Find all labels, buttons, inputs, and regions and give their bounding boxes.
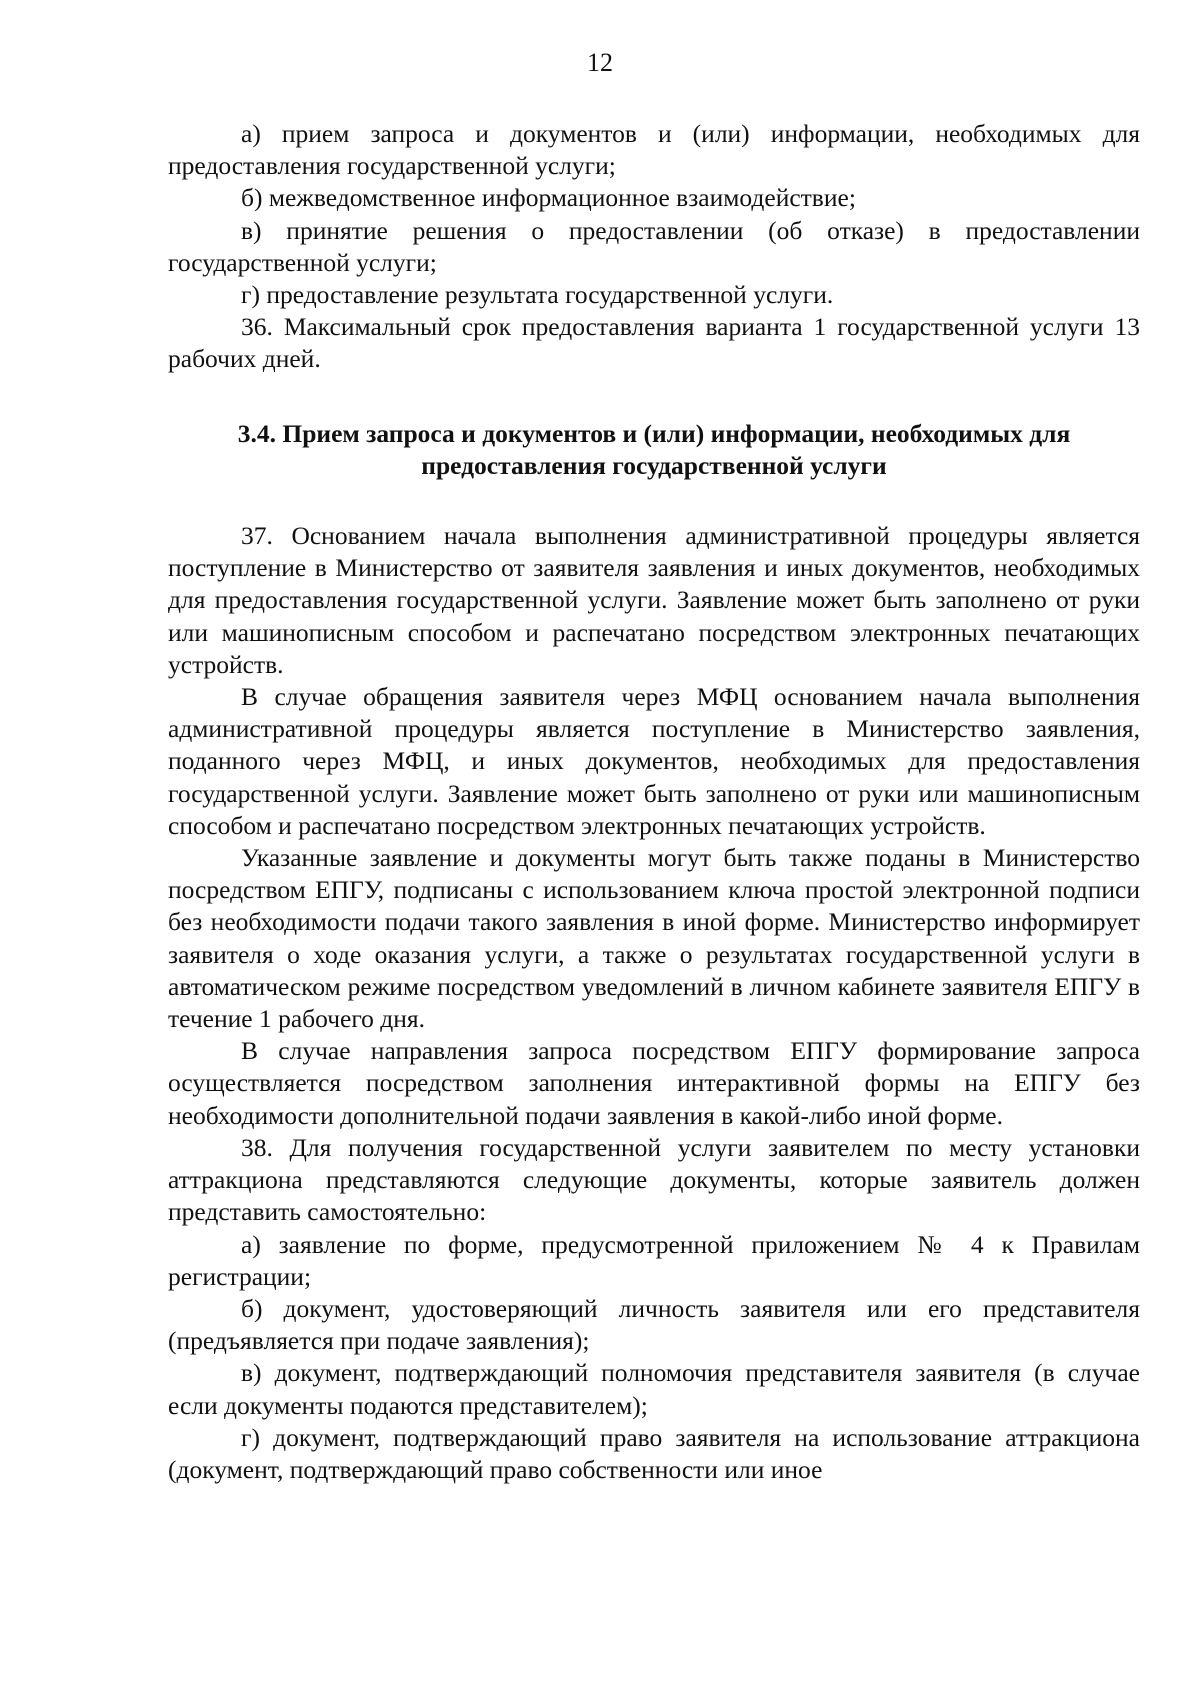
list-item-b: б) межведомственное информационное взаимодействие; — [241, 183, 856, 213]
list-item-g: г) предоставление результата государственной услуги. — [241, 280, 834, 310]
section-heading-line-2: предоставления государственной услуги — [421, 450, 887, 480]
list-item-38-a: а) заявление по форме, предусмотренной приложением № 4 к Правилам регистрации; — [168, 1229, 1140, 1291]
section-heading-line-1: 3.4. Прием запроса и документов и (или) информации, необходимых для — [237, 418, 1071, 448]
paragraph-36: 36. Максимальный срок предоставления варианта 1 государственной услуги 13 рабочих дней. — [168, 312, 1140, 374]
paragraph-37: 37. Основанием начала выполнения административной процедуры является поступление в Министерство от заявителя заявления и иных документов, необходимых для предоставления государственной услуги. Заявление может быть заполнено от руки или машинописным способом и распечатано посредством электронных печатающих устройств. — [168, 521, 1140, 679]
list-item-38-v: в) документ, подтверждающий полномочия представителя заявителя (в случае если документы подаются представителем); — [168, 1358, 1140, 1420]
page-number: 12 — [587, 48, 613, 77]
document-body — [168, 118, 1140, 1486]
paragraph-epgu-request: В случае направления запроса посредством ЕПГУ формирование запроса осуществляется посредством заполнения интерактивной формы на ЕПГУ без необходимости дополнительной подачи заявления в какой-либо иной форме. — [168, 1036, 1140, 1130]
section-heading — [168, 418, 1140, 482]
list-item-38-b: б) документ, удостоверяющий личность заявителя или его представителя (предъявляется при подаче заявления); — [168, 1293, 1140, 1356]
paragraph-mfc: В случае обращения заявителя через МФЦ основанием начала выполнения административной процедуры является поступление в Министерство заявления, поданного через МФЦ, и иных документов, необходимых для предоставления государственной услуги. Заявление может быть заполнено от руки или машинописным способом и распечатано посредством электронных печатающих устройств. — [168, 682, 1140, 840]
list-item-38-g: г) документ, подтверждающий право заявителя на использование аттракциона (документ, подтверждающий право собственности или иное — [168, 1422, 1140, 1484]
paragraph-38: 38. Для получения государственной услуги заявителем по месту установки аттракциона представляются следующие документы, которые заявитель должен представить самостоятельно: — [168, 1132, 1140, 1227]
paragraph-epgu: Указанные заявление и документы могут быть также поданы в Министерство посредством ЕПГУ, подписаны с использованием ключа простой электронной подписи без необходимости подачи такого заявления в иной форме. Министерство информирует заявителя о ходе оказания услуги, а также о результатах государственной услуги в автоматическом режиме посредством уведомлений в личном кабинете заявителя ЕПГУ в течение 1 рабочего дня. — [168, 843, 1140, 1034]
list-item-a: а) прием запроса и документов и (или) информации, необходимых для предоставления государственной услуги; — [168, 119, 1140, 181]
list-item-v: в) принятие решения о предоставлении (об отказе) в предоставлении государственной услуги; — [168, 215, 1140, 277]
